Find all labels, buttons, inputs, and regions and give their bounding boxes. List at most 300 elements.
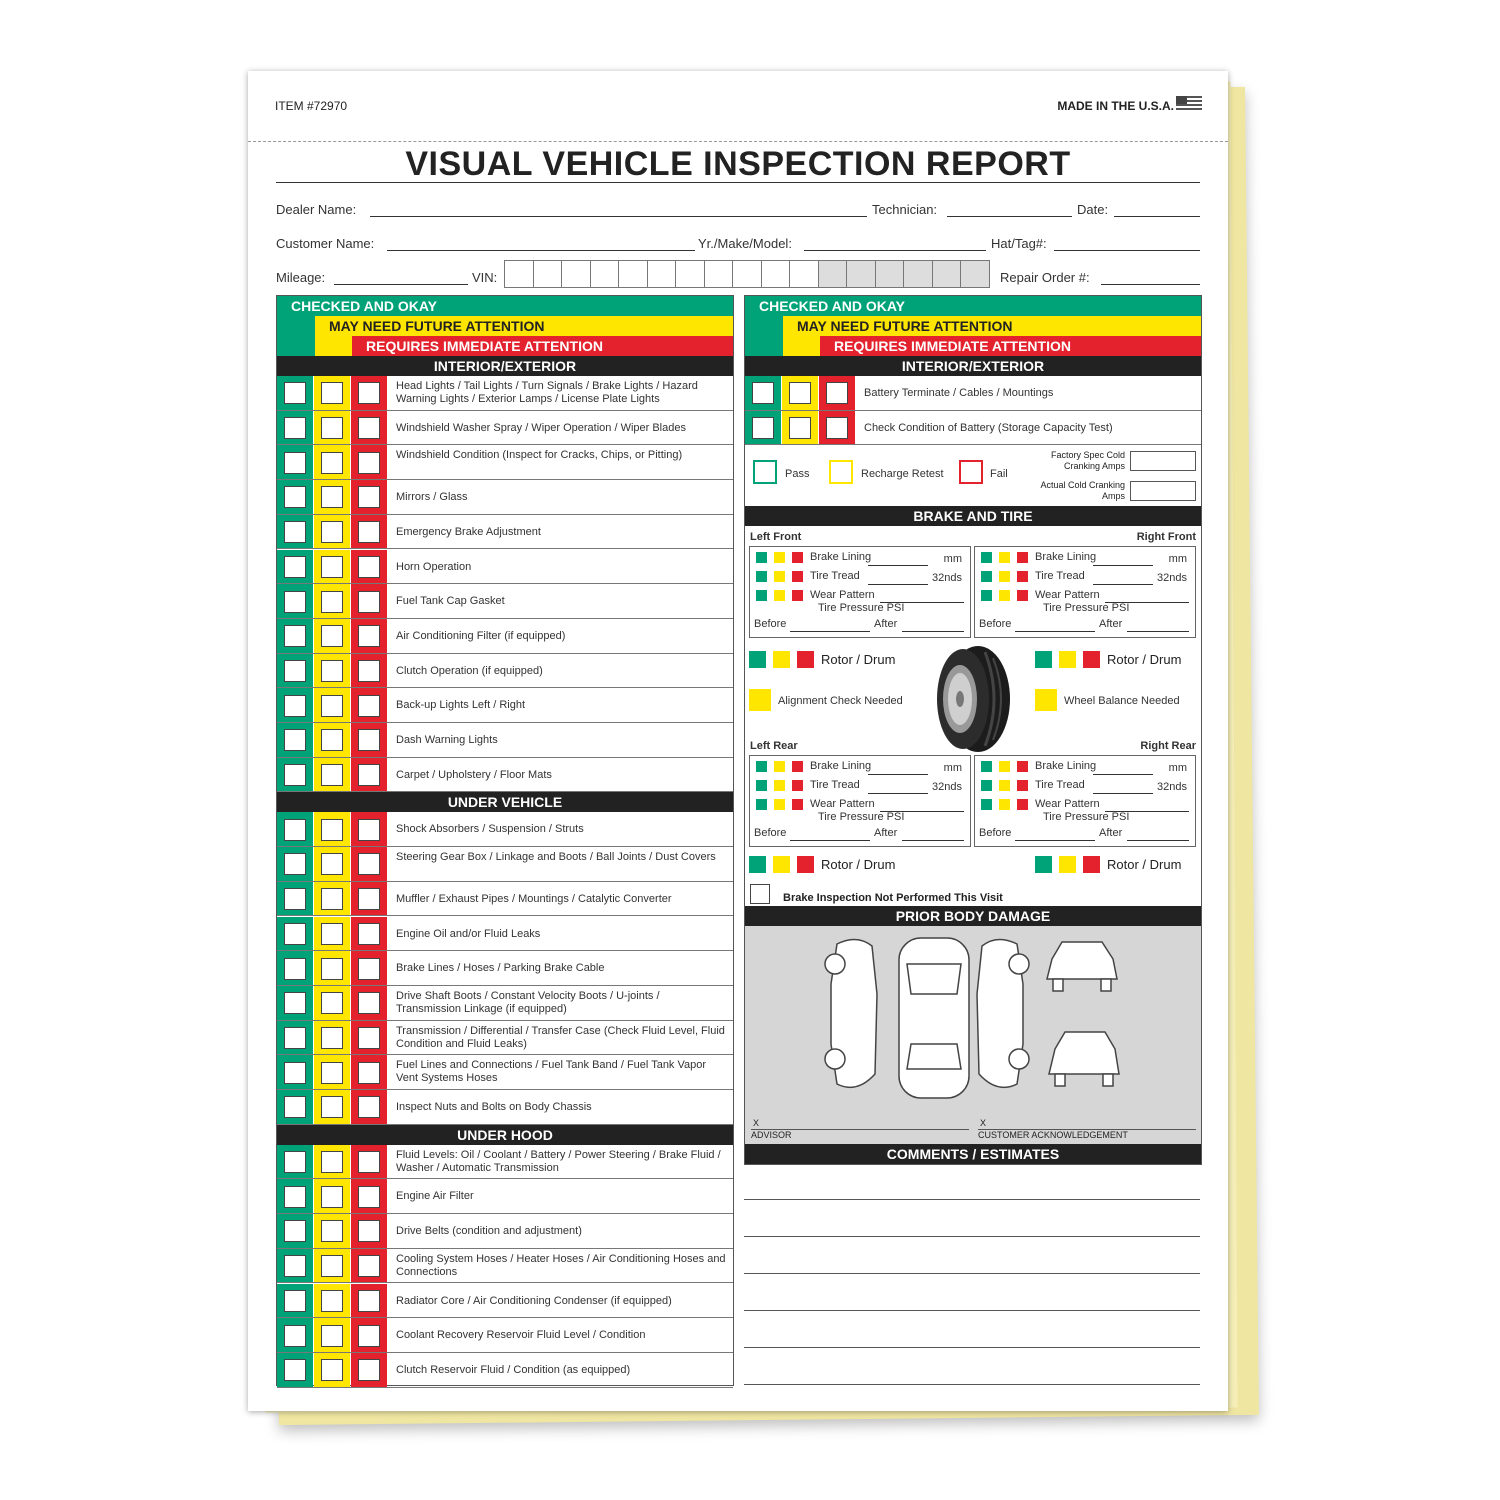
checklist-row bbox=[277, 1145, 733, 1180]
status-green-cell bbox=[745, 376, 781, 410]
under-hood-header: UNDER HOOD bbox=[277, 1125, 733, 1145]
checklist-row bbox=[277, 688, 733, 723]
rotor-rr: Rotor / Drum bbox=[1035, 856, 1181, 874]
checked-okay-checkbox[interactable] bbox=[284, 992, 306, 1014]
checked-okay-checkbox[interactable] bbox=[284, 1220, 306, 1242]
status-yellow-cell bbox=[314, 758, 350, 792]
checklist-item-label: Brake Lines / Hoses / Parking Brake Cable bbox=[396, 962, 605, 975]
status-yellow-cell bbox=[314, 1145, 350, 1179]
status-red-cell bbox=[351, 986, 387, 1020]
checklist-item-label: Dash Warning Lights bbox=[396, 734, 498, 746]
factory-spec-label: Factory Spec Cold Cranking Amps bbox=[1050, 450, 1125, 471]
checked-okay-checkbox[interactable] bbox=[284, 625, 306, 647]
checked-okay-checkbox[interactable] bbox=[284, 958, 306, 980]
left-checklist bbox=[276, 295, 734, 1386]
checklist-row bbox=[277, 1090, 733, 1125]
future-attention-checkbox[interactable] bbox=[789, 417, 811, 439]
future-attention-checkbox[interactable] bbox=[321, 1290, 343, 1312]
status-red-cell bbox=[351, 812, 387, 846]
ymm-field[interactable] bbox=[804, 250, 986, 251]
future-attention-checkbox[interactable] bbox=[321, 417, 343, 439]
checked-okay-checkbox[interactable] bbox=[284, 729, 306, 751]
checklist-item-label: Transmission / Differential / Transfer Case (Check Fluid Level, Fluid Condition and Fluid Leaks) bbox=[396, 1024, 725, 1050]
status-red-cell bbox=[351, 480, 387, 514]
before-label: Before bbox=[754, 618, 787, 630]
status-red-cell bbox=[351, 1353, 387, 1387]
comment-line[interactable] bbox=[744, 1310, 1200, 1311]
factory-spec-field[interactable] bbox=[1130, 451, 1196, 471]
checklist-row bbox=[277, 515, 733, 550]
checklist-item-label: Drive Shaft Boots / Constant Velocity Boots / U-joints / Transmission Linkage (if equipped) bbox=[396, 989, 660, 1015]
checklist-item-label: Clutch Operation (if equipped) bbox=[396, 664, 543, 677]
immediate-attention-checkbox[interactable] bbox=[358, 486, 380, 508]
checklist-item-label: Engine Air Filter bbox=[396, 1190, 474, 1203]
comments-header: COMMENTS / ESTIMATES bbox=[745, 1144, 1201, 1164]
future-attention-checkbox[interactable] bbox=[321, 660, 343, 682]
future-attention-checkbox[interactable] bbox=[321, 819, 343, 841]
checklist-row bbox=[277, 986, 733, 1021]
status-green-cell bbox=[277, 882, 313, 916]
immediate-attention-checkbox[interactable] bbox=[358, 853, 380, 875]
tire-icon bbox=[933, 644, 1013, 754]
after-label: After bbox=[1099, 618, 1123, 630]
status-red-cell bbox=[351, 515, 387, 549]
immediate-attention-checkbox[interactable] bbox=[826, 417, 848, 439]
checklist-item-label: Windshield Washer Spray / Wiper Operation / Wiper Blades bbox=[396, 421, 686, 434]
status-red-cell bbox=[351, 723, 387, 757]
actual-cca-field[interactable] bbox=[1130, 481, 1196, 501]
tire-pressure-label: Tire Pressure PSI bbox=[818, 811, 905, 823]
future-attention-checkbox[interactable] bbox=[321, 1151, 343, 1173]
mileage-field[interactable] bbox=[334, 284, 468, 285]
checked-okay-checkbox[interactable] bbox=[284, 764, 306, 786]
future-attention-checkbox[interactable] bbox=[789, 382, 811, 404]
hattag-field[interactable] bbox=[1054, 250, 1200, 251]
future-attention-checkbox[interactable] bbox=[321, 695, 343, 717]
status-red-cell bbox=[351, 951, 387, 985]
status-red-cell bbox=[351, 847, 387, 881]
actual-cca-label: Actual Cold Cranking Amps bbox=[1040, 480, 1125, 501]
status-red-cell bbox=[351, 688, 387, 722]
checklist-item-label: Horn Operation bbox=[396, 560, 472, 573]
checklist-row bbox=[277, 917, 733, 952]
legend-checked: CHECKED AND OKAY bbox=[277, 296, 733, 316]
status-yellow-cell bbox=[314, 812, 350, 846]
checked-okay-checkbox[interactable] bbox=[284, 382, 306, 404]
wear-pattern-line: Wear Pattern bbox=[756, 589, 875, 601]
checklist-row bbox=[277, 1353, 733, 1388]
checked-okay-checkbox[interactable] bbox=[284, 660, 306, 682]
immediate-attention-checkbox[interactable] bbox=[358, 1151, 380, 1173]
immediate-attention-checkbox[interactable] bbox=[358, 1186, 380, 1208]
tire-measurement-box[interactable] bbox=[749, 546, 971, 638]
checklist-row bbox=[277, 1284, 733, 1319]
checklist-row bbox=[277, 847, 733, 882]
comment-line[interactable] bbox=[744, 1384, 1200, 1385]
future-attention-checkbox[interactable] bbox=[321, 764, 343, 786]
status-yellow-cell bbox=[314, 1179, 350, 1213]
checklist-item-label: Engine Oil and/or Fluid Leaks bbox=[396, 927, 541, 940]
status-green-cell bbox=[277, 1214, 313, 1248]
before-label: Before bbox=[754, 827, 787, 839]
immediate-attention-checkbox[interactable] bbox=[358, 625, 380, 647]
status-red-cell bbox=[351, 1055, 387, 1089]
checklist-row bbox=[745, 376, 1201, 411]
checklist-row bbox=[277, 376, 733, 411]
immediate-attention-checkbox[interactable] bbox=[358, 556, 380, 578]
immediate-attention-checkbox[interactable] bbox=[358, 1255, 380, 1277]
status-green-cell bbox=[277, 480, 313, 514]
future-attention-checkbox[interactable] bbox=[321, 958, 343, 980]
after-label: After bbox=[1099, 827, 1123, 839]
checked-okay-checkbox[interactable] bbox=[284, 1255, 306, 1277]
legend-future-right: MAY NEED FUTURE ATTENTION bbox=[783, 316, 1201, 336]
future-attention-checkbox[interactable] bbox=[321, 1027, 343, 1049]
checked-okay-checkbox[interactable] bbox=[284, 521, 306, 543]
status-red-cell bbox=[351, 445, 387, 479]
status-red-cell bbox=[351, 550, 387, 584]
status-yellow-cell bbox=[314, 688, 350, 722]
not-performed-label: Brake Inspection Not Performed This Visit bbox=[783, 892, 1003, 904]
checked-okay-checkbox[interactable] bbox=[752, 382, 774, 404]
comment-line[interactable] bbox=[744, 1236, 1200, 1237]
status-green-cell bbox=[277, 376, 313, 410]
status-yellow-cell bbox=[314, 654, 350, 688]
repair-order-field[interactable] bbox=[1101, 284, 1200, 285]
tire-pressure-label: Tire Pressure PSI bbox=[1043, 811, 1130, 823]
checked-okay-checkbox[interactable] bbox=[284, 452, 306, 474]
future-attention-checkbox[interactable] bbox=[321, 1220, 343, 1242]
hattag-label: Hat/Tag#: bbox=[991, 236, 1047, 251]
checklist-item-label: Fuel Tank Cap Gasket bbox=[396, 595, 505, 608]
future-attention-checkbox[interactable] bbox=[321, 625, 343, 647]
status-red-cell bbox=[351, 917, 387, 951]
future-attention-checkbox[interactable] bbox=[321, 1255, 343, 1277]
status-yellow-cell bbox=[314, 619, 350, 653]
right-rear-label: Right Rear bbox=[1140, 740, 1196, 752]
status-green-cell bbox=[277, 1179, 313, 1213]
checklist-item-label: Shock Absorbers / Suspension / Struts bbox=[396, 823, 584, 836]
advisor-x: X bbox=[753, 1118, 760, 1128]
status-green-cell bbox=[277, 411, 313, 445]
status-red-cell bbox=[351, 1145, 387, 1179]
future-attention-checkbox[interactable] bbox=[321, 729, 343, 751]
immediate-attention-checkbox[interactable] bbox=[358, 660, 380, 682]
status-yellow-cell bbox=[314, 1090, 350, 1124]
immediate-attention-checkbox[interactable] bbox=[358, 923, 380, 945]
brake-tire-header: BRAKE AND TIRE bbox=[745, 506, 1201, 526]
tire-measurement-box[interactable] bbox=[749, 755, 971, 847]
form-title: VISUAL VEHICLE INSPECTION REPORT bbox=[405, 145, 1071, 183]
comment-line[interactable] bbox=[744, 1199, 1200, 1200]
future-attention-checkbox[interactable] bbox=[321, 521, 343, 543]
pass-label: Pass bbox=[785, 468, 810, 480]
checked-okay-checkbox[interactable] bbox=[284, 1325, 306, 1347]
checked-okay-checkbox[interactable] bbox=[284, 888, 306, 910]
title-rule bbox=[276, 182, 1200, 183]
checklist-row bbox=[277, 584, 733, 619]
checklist-item-label: Mirrors / Glass bbox=[396, 491, 468, 504]
checked-okay-checkbox[interactable] bbox=[284, 417, 306, 439]
checked-okay-checkbox[interactable] bbox=[284, 1027, 306, 1049]
checklist-row bbox=[277, 1318, 733, 1353]
status-yellow-cell bbox=[314, 1021, 350, 1055]
status-yellow-cell bbox=[314, 723, 350, 757]
checked-okay-checkbox[interactable] bbox=[284, 486, 306, 508]
vin-label: VIN: bbox=[472, 270, 498, 285]
status-green-cell bbox=[277, 1318, 313, 1352]
fail-label: Fail bbox=[990, 468, 1008, 480]
status-yellow-cell bbox=[314, 882, 350, 916]
checked-okay-checkbox[interactable] bbox=[284, 1096, 306, 1118]
status-yellow-cell bbox=[314, 1055, 350, 1089]
checklist-item-label: Carpet / Upholstery / Floor Mats bbox=[396, 768, 552, 781]
status-green-cell bbox=[277, 758, 313, 792]
status-red-cell bbox=[351, 1090, 387, 1124]
checklist-row bbox=[277, 882, 733, 917]
left-rear-label: Left Rear bbox=[750, 740, 798, 752]
technician-label: Technician: bbox=[872, 202, 938, 217]
immediate-attention-checkbox[interactable] bbox=[358, 417, 380, 439]
status-green-cell bbox=[277, 654, 313, 688]
future-attention-checkbox[interactable] bbox=[321, 992, 343, 1014]
status-green-cell bbox=[277, 1249, 313, 1283]
checklist-item-label: Fuel Lines and Connections / Fuel Tank Band / Fuel Tank Vapor Vent Systems Hoses bbox=[396, 1059, 707, 1085]
status-yellow-cell bbox=[314, 1214, 350, 1248]
checklist-item-label: Cooling System Hoses / Heater Hoses / Air Conditioning Hoses and Connections bbox=[396, 1252, 726, 1278]
checked-okay-checkbox[interactable] bbox=[284, 819, 306, 841]
checklist-item-label: Coolant Recovery Reservoir Fluid Level / Condition bbox=[396, 1329, 646, 1342]
wear-pattern-line: Wear Pattern bbox=[756, 798, 875, 810]
tire-measurement-box[interactable] bbox=[974, 546, 1196, 638]
checked-okay-checkbox[interactable] bbox=[752, 417, 774, 439]
immediate-attention-checkbox[interactable] bbox=[358, 958, 380, 980]
immediate-attention-checkbox[interactable] bbox=[358, 382, 380, 404]
status-yellow-cell bbox=[314, 515, 350, 549]
future-attention-checkbox[interactable] bbox=[321, 1325, 343, 1347]
checked-okay-checkbox[interactable] bbox=[284, 1151, 306, 1173]
pass-box[interactable] bbox=[753, 460, 777, 484]
us-flag-icon bbox=[1176, 96, 1202, 112]
checklist-row bbox=[277, 619, 733, 654]
status-green-cell bbox=[277, 688, 313, 722]
status-green-cell bbox=[277, 951, 313, 985]
comment-line[interactable] bbox=[744, 1273, 1200, 1274]
comment-line[interactable] bbox=[744, 1347, 1200, 1348]
immediate-attention-checkbox[interactable] bbox=[358, 1290, 380, 1312]
future-attention-checkbox[interactable] bbox=[321, 556, 343, 578]
wear-pattern-line: Wear Pattern bbox=[981, 798, 1100, 810]
future-attention-checkbox[interactable] bbox=[321, 591, 343, 613]
tire-measurement-box[interactable] bbox=[974, 755, 1196, 847]
status-green-cell bbox=[277, 812, 313, 846]
checklist-row bbox=[277, 1179, 733, 1214]
status-green-cell bbox=[277, 550, 313, 584]
checked-okay-checkbox[interactable] bbox=[284, 591, 306, 613]
status-green-cell bbox=[277, 445, 313, 479]
dealer-field[interactable] bbox=[370, 216, 867, 217]
status-red-cell bbox=[351, 619, 387, 653]
legend-checked-right: CHECKED AND OKAY bbox=[745, 296, 1201, 316]
immediate-attention-checkbox[interactable] bbox=[358, 729, 380, 751]
immediate-attention-checkbox[interactable] bbox=[358, 1220, 380, 1242]
future-attention-checkbox[interactable] bbox=[321, 1096, 343, 1118]
future-attention-checkbox[interactable] bbox=[321, 923, 343, 945]
status-yellow-cell bbox=[314, 445, 350, 479]
wear-pattern-line: Wear Pattern bbox=[981, 589, 1100, 601]
checklist-row bbox=[277, 411, 733, 446]
rotor-lr: Rotor / Drum bbox=[749, 856, 895, 874]
status-green-cell bbox=[277, 619, 313, 653]
damage-header: PRIOR BODY DAMAGE bbox=[745, 906, 1201, 926]
status-yellow-cell bbox=[314, 847, 350, 881]
status-green-cell bbox=[277, 986, 313, 1020]
before-label: Before bbox=[979, 827, 1012, 839]
checked-okay-checkbox[interactable] bbox=[284, 923, 306, 945]
legend-yellow-stripe bbox=[315, 336, 352, 356]
measurement-line: Tire Tread 32nds bbox=[756, 779, 964, 791]
checked-okay-checkbox[interactable] bbox=[284, 1062, 306, 1084]
made-in-label: MADE IN THE U.S.A. bbox=[1057, 99, 1174, 113]
immediate-attention-checkbox[interactable] bbox=[826, 382, 848, 404]
future-attention-checkbox[interactable] bbox=[321, 1062, 343, 1084]
before-label: Before bbox=[979, 618, 1012, 630]
checked-okay-checkbox[interactable] bbox=[284, 1290, 306, 1312]
checklist-item-label: Head Lights / Tail Lights / Turn Signals / Brake Lights / Hazard Warning Lights / Exterior Lamps / License Plate Lights bbox=[396, 380, 698, 405]
after-label: After bbox=[874, 618, 898, 630]
future-attention-checkbox[interactable] bbox=[321, 1359, 343, 1381]
immediate-attention-checkbox[interactable] bbox=[358, 1096, 380, 1118]
customer-field[interactable] bbox=[387, 250, 695, 251]
checklist-row bbox=[277, 654, 733, 689]
status-green-cell bbox=[277, 1145, 313, 1179]
future-attention-checkbox[interactable] bbox=[321, 888, 343, 910]
status-yellow-cell bbox=[314, 376, 350, 410]
immediate-attention-checkbox[interactable] bbox=[358, 1325, 380, 1347]
immediate-attention-checkbox[interactable] bbox=[358, 1359, 380, 1381]
immediate-attention-checkbox[interactable] bbox=[358, 992, 380, 1014]
status-red-cell bbox=[351, 411, 387, 445]
future-attention-checkbox[interactable] bbox=[321, 452, 343, 474]
checked-okay-checkbox[interactable] bbox=[284, 1359, 306, 1381]
legend-green-stripe bbox=[277, 316, 315, 356]
customer-label: Customer Name: bbox=[276, 236, 375, 251]
immediate-attention-checkbox[interactable] bbox=[358, 764, 380, 786]
checklist-row bbox=[277, 812, 733, 847]
checklist-item-label: Windshield Condition (Inspect for Cracks, Chips, or Pitting) bbox=[396, 449, 683, 462]
checklist-item-label: Drive Belts (condition and adjustment) bbox=[396, 1225, 582, 1238]
checklist-row bbox=[277, 445, 733, 480]
status-red-cell bbox=[819, 411, 855, 445]
advisor-label: ADVISOR bbox=[751, 1130, 792, 1140]
checklist-item-label: Emergency Brake Adjustment bbox=[396, 525, 541, 538]
checklist-item-label: Air Conditioning Filter (if equipped) bbox=[396, 629, 566, 642]
checklist-item-label: Fluid Levels: Oil / Coolant / Battery / Power Steering / Brake Fluid / Washer / Automatic Transmission bbox=[396, 1148, 721, 1174]
status-yellow-cell bbox=[314, 986, 350, 1020]
immediate-attention-checkbox[interactable] bbox=[358, 591, 380, 613]
status-red-cell bbox=[351, 376, 387, 410]
status-red-cell bbox=[351, 758, 387, 792]
status-yellow-cell bbox=[314, 411, 350, 445]
fail-box[interactable] bbox=[959, 460, 983, 484]
measurement-line: Tire Tread 32nds bbox=[981, 779, 1189, 791]
immediate-attention-checkbox[interactable] bbox=[358, 695, 380, 717]
checklist-row bbox=[745, 411, 1201, 446]
measurement-line: Brake Lining mm bbox=[981, 551, 1189, 563]
future-attention-checkbox[interactable] bbox=[321, 853, 343, 875]
checked-okay-checkbox[interactable] bbox=[284, 695, 306, 717]
immediate-attention-checkbox[interactable] bbox=[358, 819, 380, 841]
recharge-box[interactable] bbox=[829, 460, 853, 484]
status-green-cell bbox=[277, 1055, 313, 1089]
wheel-balance[interactable]: Wheel Balance Needed bbox=[1035, 689, 1180, 711]
measurement-line: Brake Lining mm bbox=[756, 551, 964, 563]
status-red-cell bbox=[351, 882, 387, 916]
status-green-cell bbox=[277, 584, 313, 618]
immediate-attention-checkbox[interactable] bbox=[358, 888, 380, 910]
legend-immediate-right: REQUIRES IMMEDIATE ATTENTION bbox=[820, 336, 1201, 356]
vin-boxes[interactable] bbox=[504, 260, 989, 288]
status-green-cell bbox=[277, 1284, 313, 1318]
status-red-cell bbox=[351, 1284, 387, 1318]
checked-okay-checkbox[interactable] bbox=[284, 853, 306, 875]
after-label: After bbox=[874, 827, 898, 839]
status-green-cell bbox=[277, 1090, 313, 1124]
status-green-cell bbox=[745, 411, 781, 445]
status-yellow-cell bbox=[314, 917, 350, 951]
checked-okay-checkbox[interactable] bbox=[284, 556, 306, 578]
legend-immediate: REQUIRES IMMEDIATE ATTENTION bbox=[352, 336, 733, 356]
technician-field[interactable] bbox=[947, 216, 1072, 217]
measurement-line: Tire Tread 32nds bbox=[981, 570, 1189, 582]
checklist-row bbox=[277, 1214, 733, 1249]
legend-yellow-stripe-right bbox=[783, 336, 820, 356]
future-attention-checkbox[interactable] bbox=[321, 486, 343, 508]
alignment-check[interactable]: Alignment Check Needed bbox=[749, 689, 903, 711]
rotor-rf: Rotor / Drum bbox=[1035, 651, 1181, 669]
customer-x: X bbox=[980, 1118, 987, 1128]
measurement-line: Brake Lining mm bbox=[981, 760, 1189, 772]
ymm-label: Yr./Make/Model: bbox=[698, 236, 792, 251]
perforation-line bbox=[248, 141, 1228, 142]
status-yellow-cell bbox=[314, 951, 350, 985]
status-green-cell bbox=[277, 847, 313, 881]
date-field[interactable] bbox=[1114, 216, 1200, 217]
status-green-cell bbox=[277, 1353, 313, 1387]
checklist-item-label: Clutch Reservoir Fluid / Condition (as equipped) bbox=[396, 1363, 631, 1376]
legend-future: MAY NEED FUTURE ATTENTION bbox=[315, 316, 733, 336]
checklist-item-label: Battery Terminate / Cables / Mountings bbox=[864, 387, 1054, 399]
immediate-attention-checkbox[interactable] bbox=[358, 1027, 380, 1049]
future-attention-checkbox[interactable] bbox=[321, 382, 343, 404]
right-interior-header: INTERIOR/EXTERIOR bbox=[745, 356, 1201, 376]
checked-okay-checkbox[interactable] bbox=[284, 1186, 306, 1208]
immediate-attention-checkbox[interactable] bbox=[358, 521, 380, 543]
status-yellow-cell bbox=[314, 1353, 350, 1387]
status-yellow-cell bbox=[314, 1318, 350, 1352]
customer-ack-label: CUSTOMER ACKNOWLEDGEMENT bbox=[978, 1130, 1128, 1140]
immediate-attention-checkbox[interactable] bbox=[358, 452, 380, 474]
item-number: ITEM #72970 bbox=[275, 99, 348, 113]
future-attention-checkbox[interactable] bbox=[321, 1186, 343, 1208]
under-vehicle-header: UNDER VEHICLE bbox=[277, 792, 733, 812]
dealer-label: Dealer Name: bbox=[276, 202, 357, 217]
immediate-attention-checkbox[interactable] bbox=[358, 1062, 380, 1084]
not-performed-box[interactable] bbox=[750, 884, 770, 904]
checklist-item-label: Check Condition of Battery (Storage Capacity Test) bbox=[864, 421, 1113, 434]
car-outline-icon[interactable] bbox=[817, 934, 1127, 1104]
checklist-item-label: Muffler / Exhaust Pipes / Mountings / Catalytic Converter bbox=[396, 892, 672, 905]
